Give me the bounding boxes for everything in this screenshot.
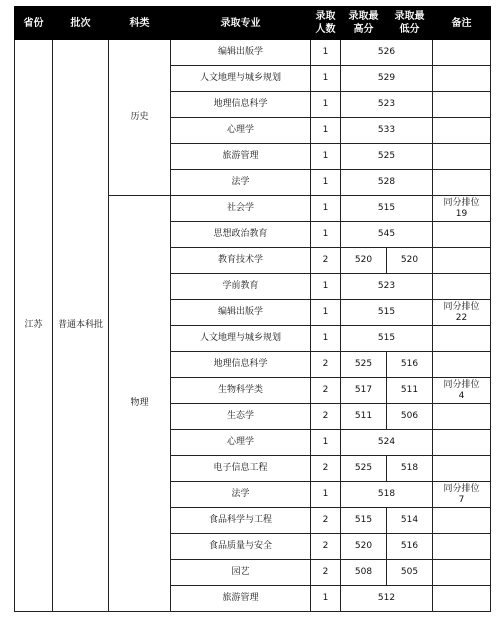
major-cell: 旅游管理 — [171, 586, 311, 612]
major-cell: 电子信息工程 — [171, 456, 311, 482]
score-cell: 525 — [341, 144, 433, 170]
count-cell: 1 — [311, 586, 341, 612]
major-cell: 食品科学与工程 — [171, 508, 311, 534]
count-cell: 2 — [311, 378, 341, 404]
remark-cell — [433, 534, 491, 560]
remark-cell — [433, 404, 491, 430]
subject-cell-physics: 物理 — [109, 196, 171, 612]
province-cell: 江苏 — [15, 40, 53, 612]
count-cell: 2 — [311, 534, 341, 560]
remark-cell — [433, 274, 491, 300]
high-score-cell: 517 — [341, 378, 387, 404]
header-low-line2: 低分 — [399, 24, 420, 35]
score-cell: 528 — [341, 170, 433, 196]
count-cell: 1 — [311, 300, 341, 326]
score-cell: 515 — [341, 196, 433, 222]
count-cell: 1 — [311, 222, 341, 248]
header-province: 省份 — [15, 7, 53, 40]
remark-cell — [433, 482, 491, 508]
high-score-cell: 525 — [341, 352, 387, 378]
remark-cell — [433, 352, 491, 378]
count-cell: 1 — [311, 196, 341, 222]
major-cell: 思想政治教育 — [171, 222, 311, 248]
count-cell: 2 — [311, 404, 341, 430]
major-cell: 园艺 — [171, 560, 311, 586]
major-cell: 人文地理与城乡规划 — [171, 66, 311, 92]
major-cell: 生态学 — [171, 404, 311, 430]
major-cell: 旅游管理 — [171, 144, 311, 170]
remark-cell — [433, 66, 491, 92]
subject-cell-history: 历史 — [109, 40, 171, 196]
header-low — [387, 7, 433, 40]
major-cell: 编辑出版学 — [171, 40, 311, 66]
count-cell: 1 — [311, 92, 341, 118]
remark-cell — [433, 118, 491, 144]
count-cell: 1 — [311, 118, 341, 144]
remark-cell — [433, 144, 491, 170]
count-cell: 1 — [311, 274, 341, 300]
low-score-cell: 511 — [387, 378, 433, 404]
major-cell: 法学 — [171, 482, 311, 508]
score-cell: 533 — [341, 118, 433, 144]
major-cell: 学前教育 — [171, 274, 311, 300]
major-cell: 法学 — [171, 170, 311, 196]
score-cell: 518 — [341, 482, 433, 508]
header-row — [15, 7, 491, 40]
major-cell: 地理信息科学 — [171, 352, 311, 378]
remark-cell — [433, 92, 491, 118]
count-cell: 2 — [311, 560, 341, 586]
count-cell: 1 — [311, 144, 341, 170]
remark-line2: 4 — [458, 390, 465, 401]
high-score-cell: 508 — [341, 560, 387, 586]
count-cell: 1 — [311, 482, 341, 508]
remark-line1: 同分排位 — [443, 301, 480, 312]
low-score-cell: 514 — [387, 508, 433, 534]
score-cell: 523 — [341, 92, 433, 118]
remark-line1: 同分排位 — [443, 483, 480, 494]
remark-line2: 19 — [455, 208, 468, 219]
low-score-cell: 506 — [387, 404, 433, 430]
low-score-cell: 505 — [387, 560, 433, 586]
remark-cell — [433, 430, 491, 456]
low-score-cell: 516 — [387, 352, 433, 378]
low-score-cell: 516 — [387, 534, 433, 560]
score-cell: 523 — [341, 274, 433, 300]
header-high — [341, 7, 387, 40]
remark-cell — [433, 196, 491, 222]
remark-line2: 22 — [455, 312, 468, 323]
major-cell: 心理学 — [171, 118, 311, 144]
count-cell: 2 — [311, 248, 341, 274]
score-cell: 526 — [341, 40, 433, 66]
high-score-cell: 520 — [341, 534, 387, 560]
batch-cell: 普通本科批 — [53, 40, 109, 612]
remark-cell — [433, 456, 491, 482]
header-low-line1: 录取最 — [394, 11, 425, 22]
table-row — [15, 40, 491, 66]
header-batch: 批次 — [53, 7, 109, 40]
high-score-cell: 525 — [341, 456, 387, 482]
high-score-cell: 520 — [341, 248, 387, 274]
high-score-cell: 515 — [341, 508, 387, 534]
score-cell: 529 — [341, 66, 433, 92]
major-cell: 食品质量与安全 — [171, 534, 311, 560]
header-major: 录取专业 — [171, 7, 311, 40]
score-cell: 515 — [341, 300, 433, 326]
remark-line1: 同分排位 — [443, 197, 480, 208]
header-count-line1: 录取 — [315, 11, 336, 22]
major-cell: 人文地理与城乡规划 — [171, 326, 311, 352]
header-count-line2: 人数 — [315, 24, 336, 35]
major-cell: 心理学 — [171, 430, 311, 456]
count-cell: 1 — [311, 66, 341, 92]
count-cell: 1 — [311, 40, 341, 66]
remark-cell — [433, 560, 491, 586]
major-cell: 社会学 — [171, 196, 311, 222]
count-cell: 2 — [311, 456, 341, 482]
count-cell: 1 — [311, 430, 341, 456]
remark-line1: 同分排位 — [443, 379, 480, 390]
header-high-line2: 高分 — [353, 24, 374, 35]
remark-cell — [433, 40, 491, 66]
remark-cell — [433, 326, 491, 352]
score-cell: 524 — [341, 430, 433, 456]
count-cell: 1 — [311, 170, 341, 196]
major-cell: 地理信息科学 — [171, 92, 311, 118]
table-body — [15, 40, 491, 612]
remark-cell — [433, 378, 491, 404]
major-cell: 生物科学类 — [171, 378, 311, 404]
score-cell: 512 — [341, 586, 433, 612]
remark-cell — [433, 508, 491, 534]
low-score-cell: 518 — [387, 456, 433, 482]
remark-cell — [433, 300, 491, 326]
admission-table — [14, 6, 491, 612]
major-cell: 教育技术学 — [171, 248, 311, 274]
remark-cell — [433, 222, 491, 248]
header-count — [311, 7, 341, 40]
header-subject: 科类 — [109, 7, 171, 40]
header-high-line1: 录取最 — [348, 11, 379, 22]
header-remark: 备注 — [433, 7, 491, 40]
remark-cell — [433, 586, 491, 612]
remark-line2: 7 — [458, 494, 465, 505]
score-cell: 545 — [341, 222, 433, 248]
score-cell: 515 — [341, 326, 433, 352]
high-score-cell: 511 — [341, 404, 387, 430]
major-cell: 编辑出版学 — [171, 300, 311, 326]
remark-cell — [433, 170, 491, 196]
low-score-cell: 520 — [387, 248, 433, 274]
count-cell: 2 — [311, 352, 341, 378]
remark-cell — [433, 248, 491, 274]
count-cell: 1 — [311, 326, 341, 352]
count-cell: 2 — [311, 508, 341, 534]
